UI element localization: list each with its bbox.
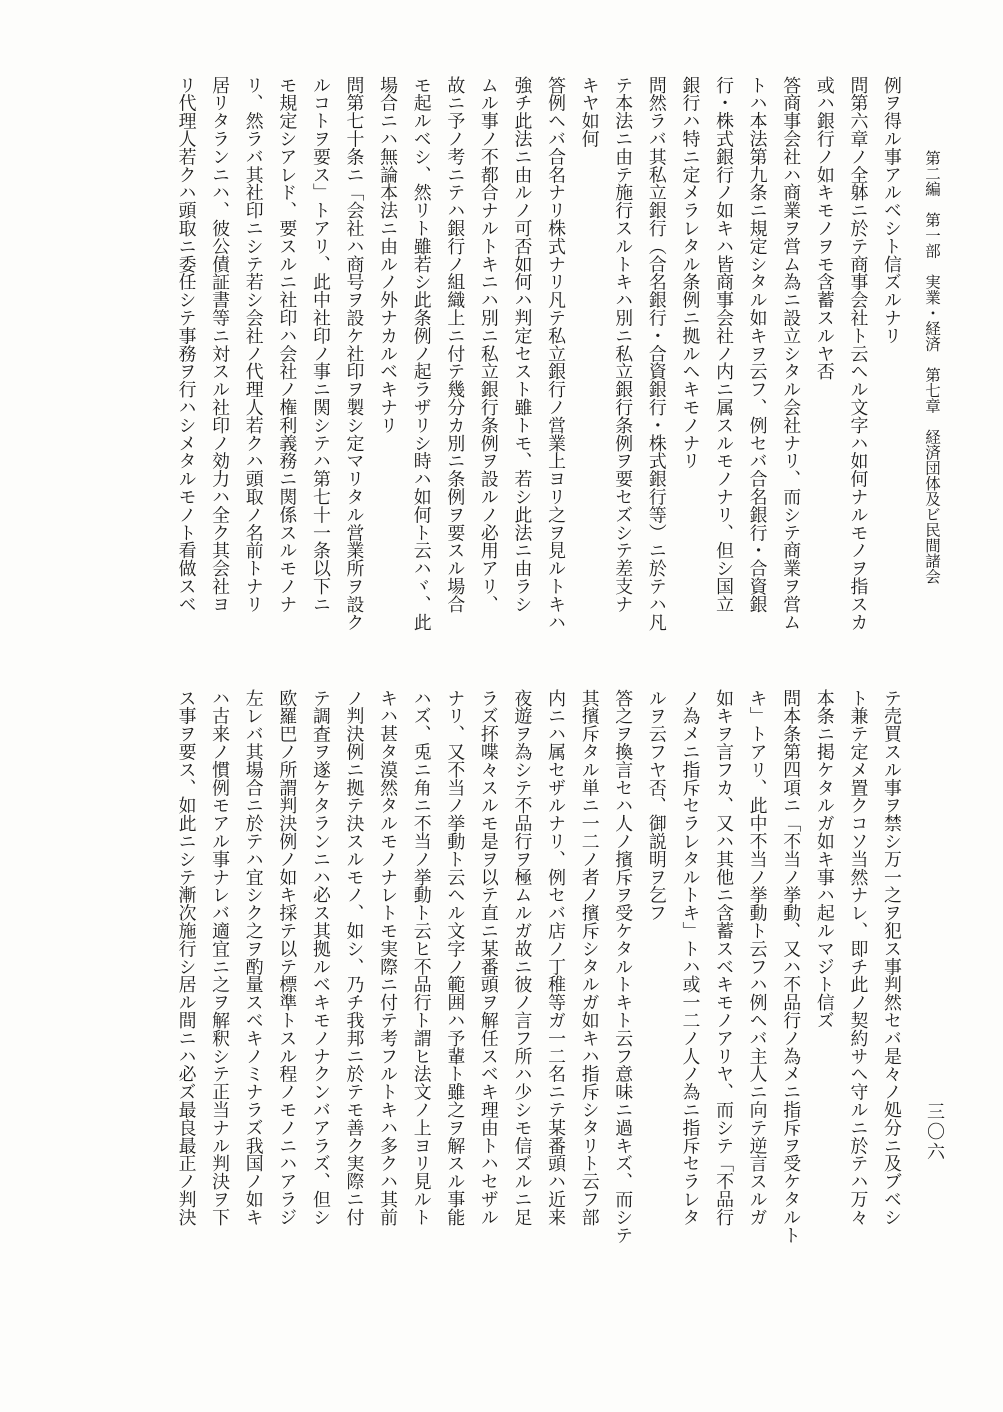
text-line: ノ判決例ニ拠テ決スルモノ、如シ、乃チ我邦ニ於テモ善ク実際ニ付 — [343, 689, 365, 1226]
text-line: 内ニハ属セザルナリ、例セバ店ノ丁稚等ガ一二名ニテ某番頭ハ近来 — [545, 689, 567, 1226]
text-line: テ調査ヲ遂ケタランニハ必ス其拠ルベキモノナクンバアラズ、但シ — [309, 689, 331, 1226]
text-line: トハ本法第九条ニ規定シタル如キヲ云フ、例セバ合名銀行・合資銀 — [746, 76, 768, 613]
upper-text-block — [8, 76, 908, 636]
text-line: ムル事ノ不都合ナルトキニハ別ニ私立銀行条例ヲ設ルノ必用アリ、 — [477, 76, 499, 613]
text-line: 居リタランニハ、彼公債証書等ニ対スル社印ノ効力ハ全ク其会社ヨ — [209, 76, 231, 613]
text-line: 問第七十条ニ「会社ハ商号ヲ設ケ社印ヲ製シ定マリタル営業所ヲ設ク — [343, 76, 365, 631]
text-line: 行・株式銀行ノ如キハ皆商事会社ノ内ニ属スルモノナリ、但シ国立 — [713, 76, 735, 613]
text-line: ス事ヲ要ス、如此ニシテ漸次施行シ居ル間ニハ必ズ最良最正ノ判決 — [175, 689, 197, 1226]
text-line: ラズ抔喋々スルモ是ヲ以テ直ニ某番頭ヲ解任スベキ理由トハセザル — [477, 689, 499, 1226]
text-line: 其擯斥タル単ニ一二ノ者ノ擯斥シタルガ如キハ指斥シタリト云フ部 — [578, 689, 600, 1226]
text-line: 答商事会社ハ商業ヲ営ム為ニ設立シタル会社ナリ、而シテ商業ヲ営ム — [780, 76, 802, 631]
text-line: 左レバ其場合ニ於テハ宜シク之ヲ酌量スベキノミナラズ我国ノ如キ — [242, 689, 264, 1226]
text-line: 或ハ銀行ノ如キモノヲモ含蓄スルヤ否 — [813, 76, 835, 381]
text-line: モ起ルベシ、然リト雖若シ此条例ノ起ラザリシ時ハ如何ト云ハヾ、此 — [410, 76, 432, 631]
text-line: 例ヲ得ル事アルベシト信ズルナリ — [881, 76, 902, 345]
text-line: ルコトヲ要ス」トアリ、此中社印ノ事ニ関シテハ第七十一条以下ニ — [309, 76, 331, 613]
running-header: 第二編 第一部 実業・経済 第七章 経済団体及ビ民間諸会 — [923, 150, 941, 584]
text-line: リ、然ラバ其社印ニシテ若シ会社ノ代理人若クハ頭取ノ名前トナリ — [242, 76, 264, 613]
text-line: 問然ラバ其私立銀行（合名銀行・合資銀行・株式銀行等）ニ於テハ凡 — [645, 76, 667, 631]
lower-text-block — [8, 689, 908, 1249]
text-line: ナリ、又不当ノ挙動ト云ヘル文字ノ範囲ハ予輩ト雖之ヲ解スル事能 — [444, 689, 466, 1226]
text-line: 本条ニ掲ケタルガ如キ事ハ起ルマジト信ズ — [813, 689, 835, 1030]
text-line: 答例ヘバ合名ナリ株式ナリ凡テ私立銀行ノ営業上ヨリ之ヲ見ルトキハ — [545, 76, 567, 631]
text-line: 答之ヲ換言セハ人ノ擯斥ヲ受ケタルトキト云フ意味ニ過キズ、而シテ — [612, 689, 634, 1244]
text-line: 問第六章ノ全躰ニ於テ商事会社ト云ヘル文字ハ如何ナルモノヲ指スカ — [847, 76, 869, 631]
text-line: ノ為メニ指斥セラレタルトキ」トハ或一二ノ人ノ為ニ指斥セラレタ — [679, 689, 701, 1226]
text-line: 故ニ予ノ考ニテハ銀行ノ組織上ニ付テ幾分カ別ニ条例ヲ要スル場合 — [444, 76, 466, 613]
page-number: 三〇六 — [924, 1102, 945, 1162]
text-line: 銀行ハ特ニ定メラレタル条例ニ拠ルヘキモノナリ — [679, 76, 701, 470]
text-line: ト兼テ定メ置クコソ当然ナレ、即チ此ノ契約サヘ守ルニ於テハ万々 — [847, 689, 869, 1226]
text-line: リ代理人若クハ頭取ニ委任シテ事務ヲ行ハシメタルモノト看做スベ — [175, 76, 197, 613]
text-line: 欧羅巴ノ所謂判決例ノ如キ採テ以テ標準トスル程ノモノニハアラジ — [276, 689, 298, 1226]
text-line: キ」トアリ、此中不当ノ挙動ト云フハ例ヘバ主人ニ向テ逆言スルガ — [746, 689, 768, 1226]
text-line: ハ古来ノ慣例モアル事ナレバ適宜ニ之ヲ解釈シテ正当ナル判決ヲ下 — [209, 689, 231, 1226]
text-line: テ売買スル事ヲ禁シ万一之ヲ犯ス事判然セバ是々ノ処分ニ及ブベシ — [881, 689, 902, 1226]
text-line: テ本法ニ由テ施行スルトキハ別ニ私立銀行条例ヲ要セズシテ差支ナ — [612, 76, 634, 613]
text-line: ハズ、兎ニ角ニ不当ノ挙動ト云ヒ不品行ト謂ヒ法文ノ上ヨリ見ルト — [410, 689, 432, 1226]
text-line: ルヲ云フヤ否、御説明ヲ乞フ — [645, 689, 667, 922]
text-line: モ規定シアレド、要スルニ社印ハ会社ノ権利義務ニ関係スルモノナ — [276, 76, 298, 613]
text-line: 夜遊ヲ為シテ不品行ヲ極ムルガ故ニ彼ノ言フ所ハ少シモ信ズルニ足 — [511, 689, 533, 1226]
text-line: 強チ此法ニ由ルノ可否如何ハ判定セスト雖トモ、若シ此法ニ由ラシ — [511, 76, 533, 613]
text-line: キハ甚タ漠然タルモノナレトモ実際ニ付テ考フルトキハ多クハ其前 — [377, 689, 399, 1226]
text-line: 問本条第四項ニ「不当ノ挙動、又ハ不品行ノ為メニ指斥ヲ受ケタルト — [780, 689, 802, 1244]
text-line: 場合ニハ無論本法ニ由ルノ外ナカルベキナリ — [377, 76, 399, 434]
text-line: 如キヲ言フカ、又ハ其他ニ含蓄スベキモノアリヤ、而シテ「不品行 — [713, 689, 735, 1226]
text-line: キヤ如何 — [578, 76, 600, 148]
